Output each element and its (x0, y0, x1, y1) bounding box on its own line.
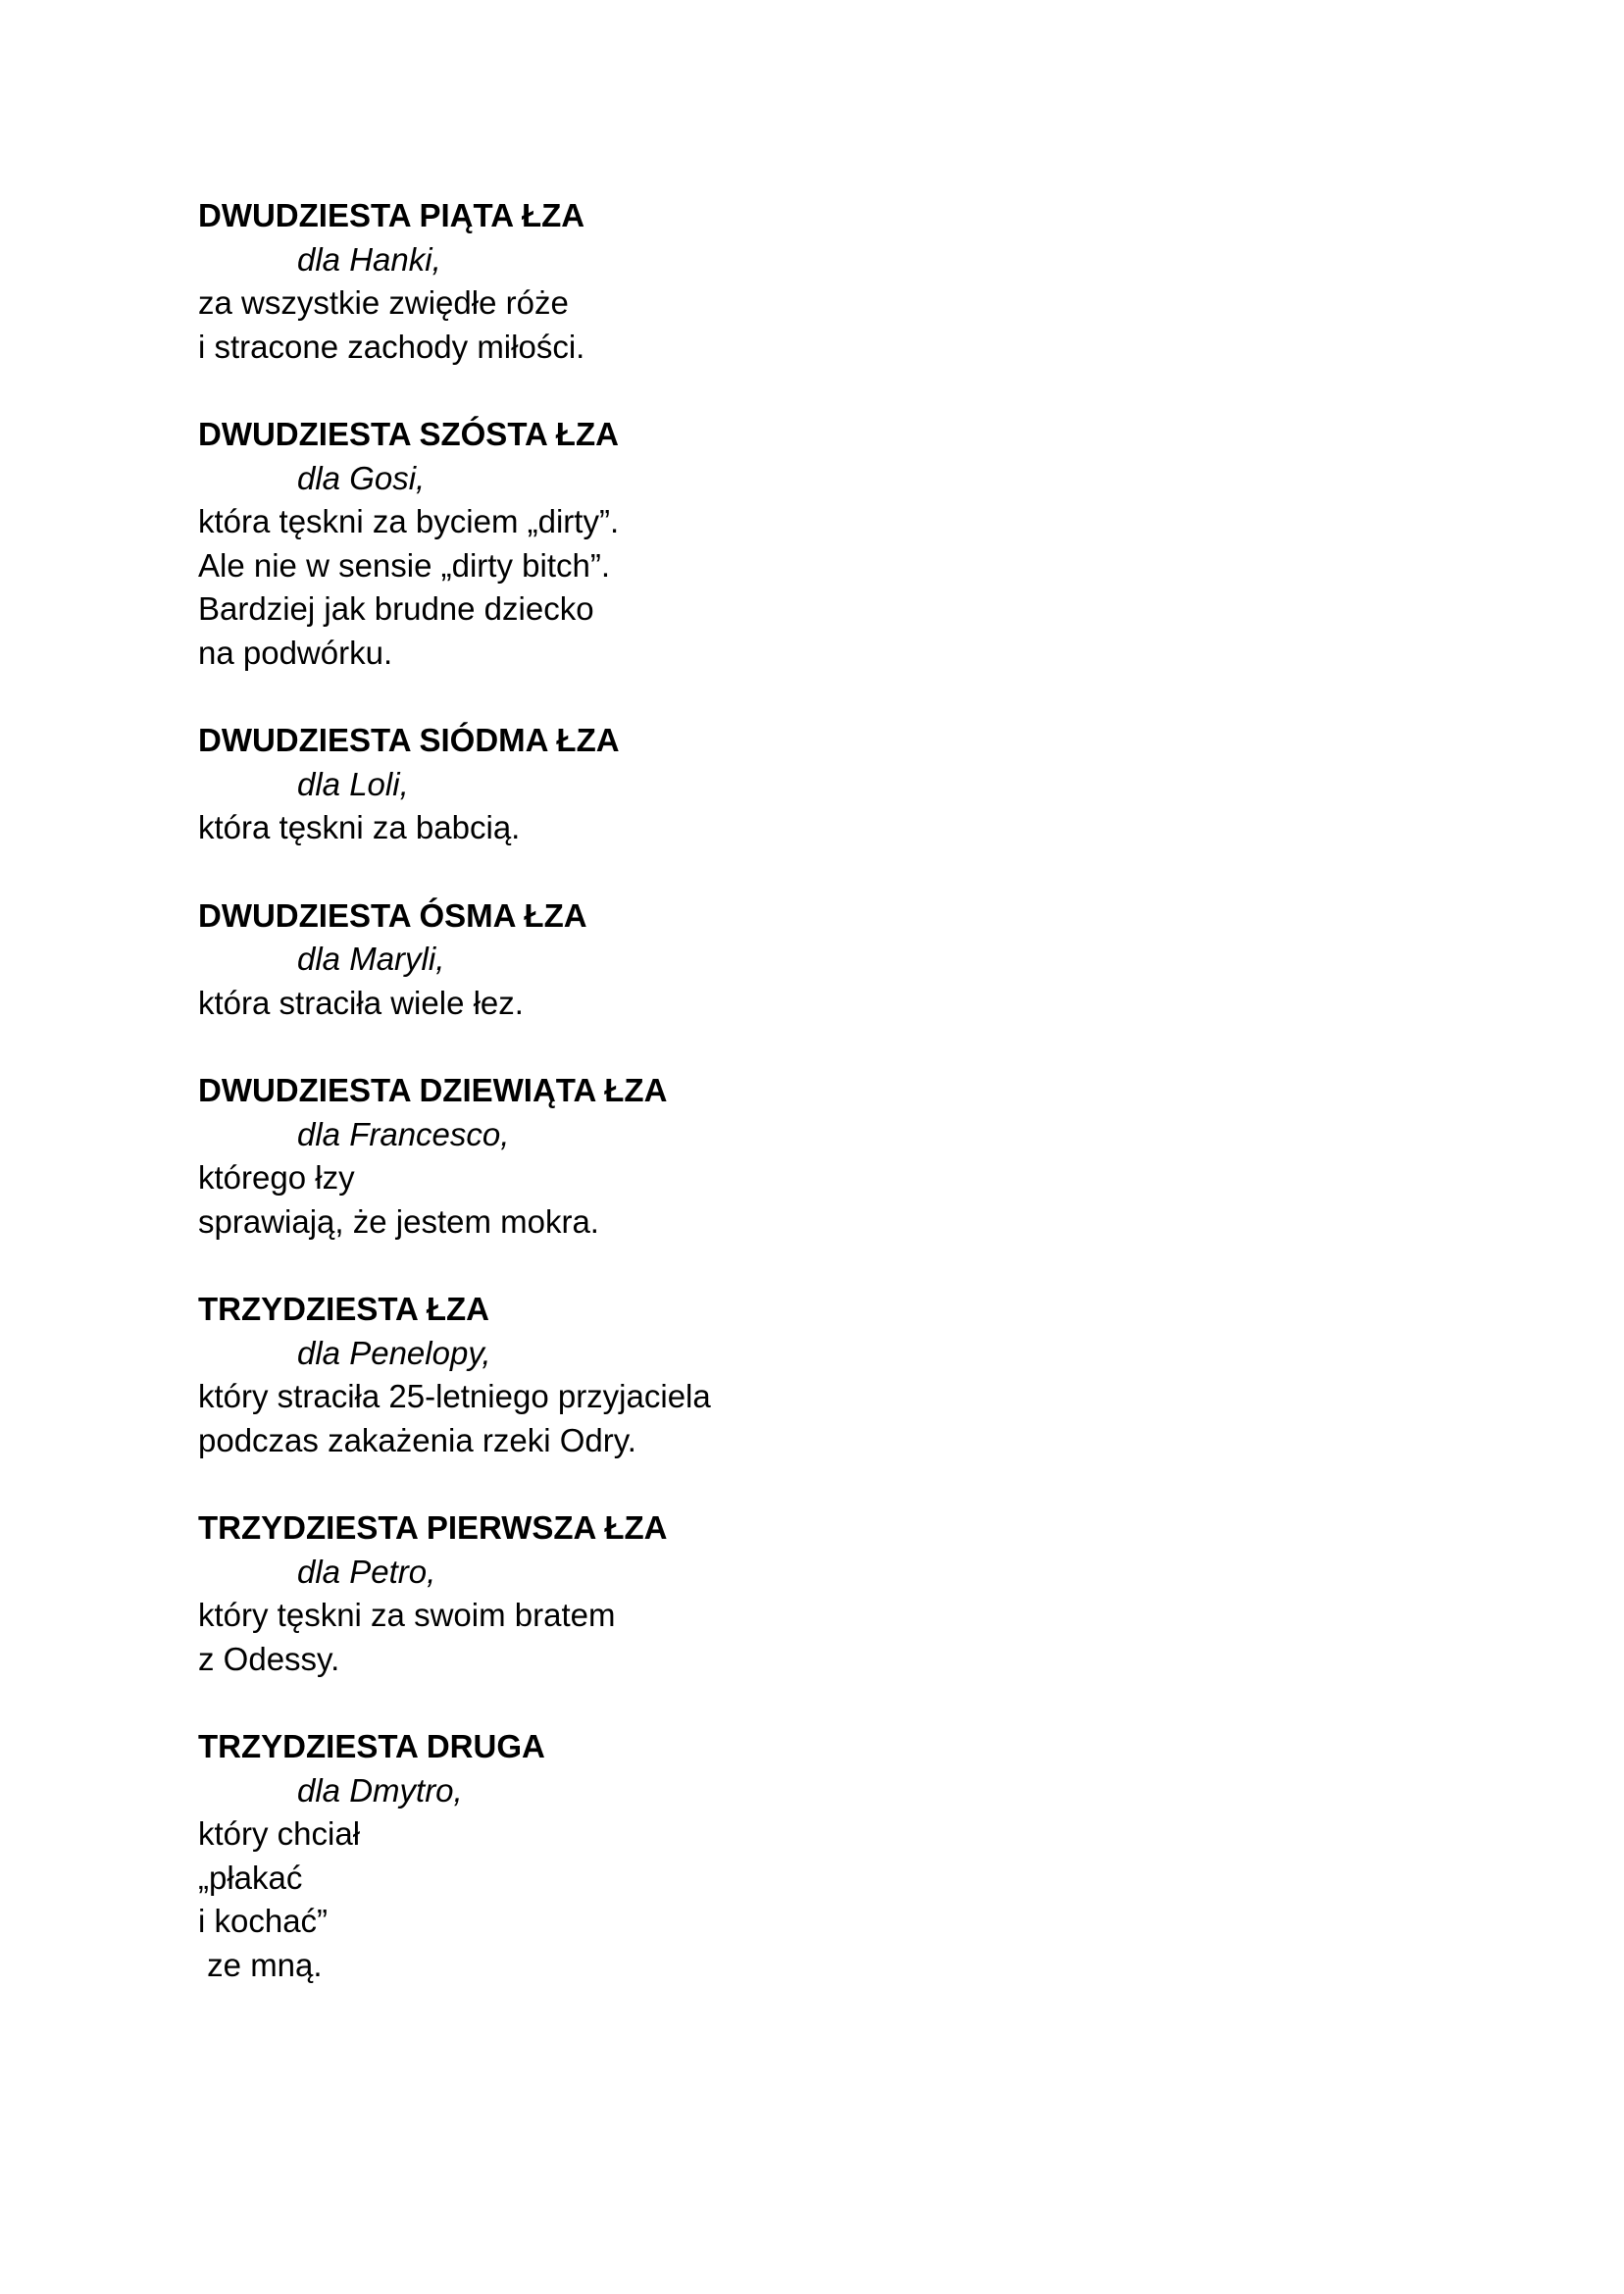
stanza-title: DWUDZIESTA SIÓDMA ŁZA (198, 722, 620, 758)
poem-line: „płakać (198, 1859, 303, 1896)
stanza-title: DWUDZIESTA SZÓSTA ŁZA (198, 416, 619, 452)
document-page (198, 194, 1473, 2031)
poem-line: która straciła wiele łez. (198, 984, 524, 1021)
poem-line: która tęskni za babcią. (198, 809, 521, 845)
stanza-title: DWUDZIESTA ÓSMA ŁZA (198, 896, 587, 934)
stanza-title: TRZYDZIESTA ŁZA (198, 1291, 489, 1327)
poem-line: który tęskni za swoim bratem (198, 1597, 616, 1633)
stanza-title: DWUDZIESTA PIĄTA ŁZA (198, 197, 585, 233)
poem-line: na podwórku. (198, 634, 393, 671)
stanza (198, 894, 1473, 1026)
poem-line: podczas zakażenia rzeki Odry. (198, 1421, 636, 1458)
poem-line: którego łzy (198, 1159, 355, 1196)
stanza (198, 1506, 1473, 1681)
stanza-dedication: dla Penelopy, (297, 1334, 491, 1371)
stanza-dedication: dla Loli, (297, 765, 409, 802)
poem-line: i stracone zachody miłości. (198, 328, 585, 365)
stanza (198, 1288, 1473, 1462)
stanza (198, 1069, 1473, 1244)
poem-line: z Odessy. (198, 1640, 340, 1677)
stanza-dedication: dla Dmytro, (297, 1771, 463, 1809)
stanza-dedication: dla Francesco, (297, 1115, 510, 1152)
poem-line: Ale nie w sensie „dirty bitch”. (198, 546, 610, 584)
stanza-dedication: dla Hanki, (297, 240, 441, 278)
poem-line: sprawiają, że jestem mokra. (198, 1202, 599, 1240)
stanza-title: TRZYDZIESTA PIERWSZA ŁZA (198, 1509, 668, 1546)
stanza-dedication: dla Maryli, (297, 941, 445, 977)
stanza-dedication: dla Gosi, (297, 459, 426, 496)
poem-line: ze mną. (198, 1946, 323, 1983)
poem-line: Bardziej jak brudne dziecko (198, 590, 594, 627)
poem-line: która tęskni za byciem „dirty”. (198, 503, 620, 539)
poem-line: który chciał (198, 1815, 361, 1852)
stanza (198, 194, 1473, 369)
poem-line: który straciła 25-letniego przyjaciela (198, 1378, 711, 1414)
stanza (198, 719, 1473, 850)
poem-line: za wszystkie zwiędłe róże (198, 284, 569, 321)
stanza-dedication: dla Petro, (297, 1553, 436, 1590)
stanza (198, 413, 1473, 675)
stanza-title: TRZYDZIESTA DRUGA (198, 1728, 545, 1764)
poem-line: i kochać” (198, 1903, 329, 1939)
stanza-title: DWUDZIESTA DZIEWIĄTA ŁZA (198, 1072, 668, 1108)
stanza (198, 1725, 1473, 1987)
